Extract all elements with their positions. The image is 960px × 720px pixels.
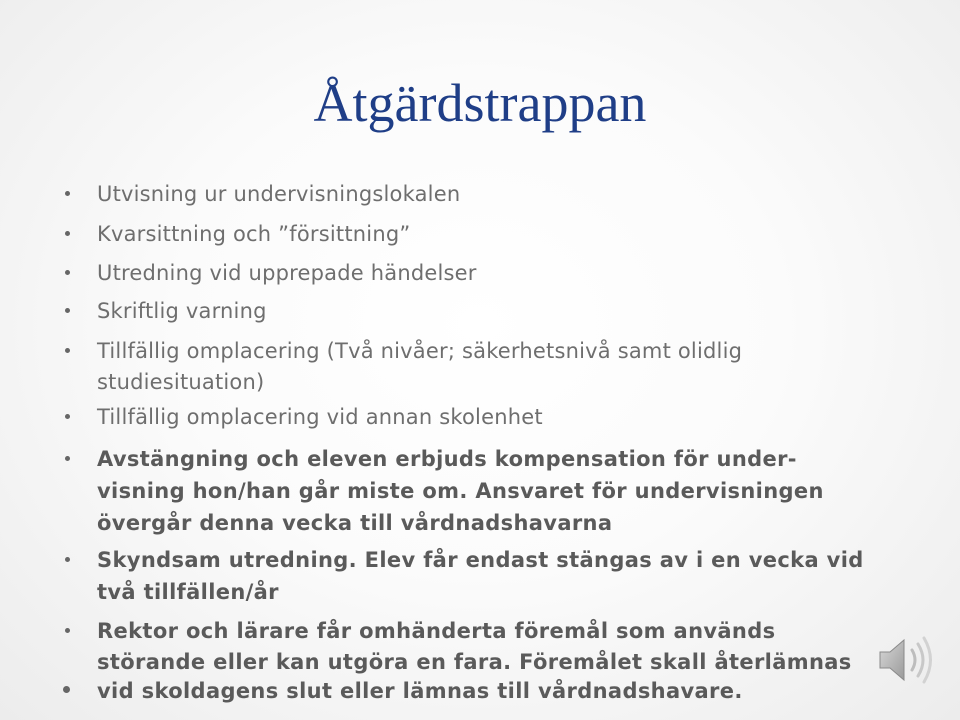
bullet-text: Utredning vid upprepade händelser	[97, 261, 477, 285]
bullet-dot	[65, 231, 70, 236]
bullet-dot	[65, 456, 70, 461]
bullet-text: Tillfällig omplacering vid annan skolenhet	[97, 405, 543, 429]
bullet-text-continuation: två tillfällen/år	[97, 580, 279, 604]
bullet-dot	[65, 557, 70, 562]
bullet-dot	[65, 348, 70, 353]
bullet-dot	[65, 308, 70, 313]
bullet-text: Skriftlig varning	[97, 299, 267, 323]
bullet-text: Rektor och lärare får omhänderta föremål som används	[97, 619, 776, 643]
bullet-dot	[65, 414, 70, 419]
bullet-text-continuation: störande eller kan utgöra en fara. Föremålet skall återlämnas	[97, 650, 852, 674]
bullet-text: Skyndsam utredning. Elev får endast stängas av i en vecka vid	[97, 548, 864, 572]
bullet-text: Tillfällig omplacering (Två nivåer; säkerhetsnivå samt olidlig	[97, 339, 743, 363]
bullet-dot	[65, 191, 70, 196]
bullet-text: Utvisning ur undervisningslokalen	[97, 182, 461, 206]
bullet-dot	[65, 270, 70, 275]
bullet-text-continuation: studiesituation)	[97, 370, 265, 394]
bullet-text-continuation: vid skoldagens slut eller lämnas till vårdnadshavare.	[97, 679, 743, 703]
bullet-dot	[63, 686, 70, 693]
slide-title: Åtgärdstrappan	[313, 73, 647, 133]
bullet-text-continuation: övergår denna vecka till vårdnadshavarna	[97, 511, 613, 535]
bullet-text: Avstängning och eleven erbjuds kompensation för under-	[97, 447, 797, 471]
bullet-dot	[65, 628, 70, 633]
speaker-icon[interactable]	[874, 628, 938, 692]
bullet-text: Kvarsittning och ”försittning”	[97, 222, 411, 246]
bullet-text-continuation: visning hon/han går miste om. Ansvaret för undervisningen	[97, 479, 824, 503]
